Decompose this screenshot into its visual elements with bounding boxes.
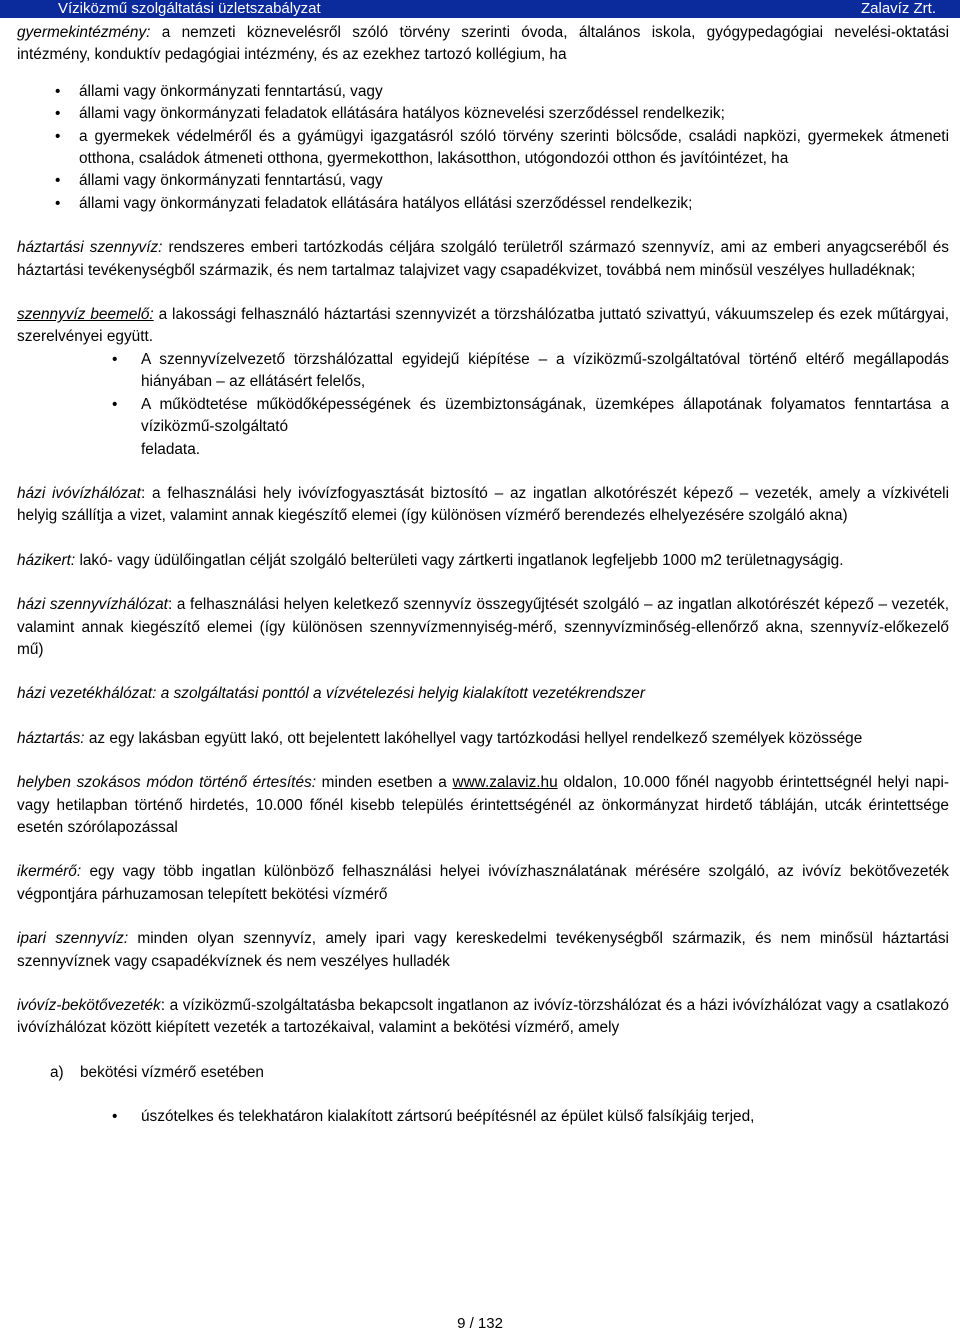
- definition-text: egy vagy több ingatlan különböző felhasználási helyei ivóvízhasználatának mérésére szolgáló, az ivóvíz bekötővezeték végpontjára párhuzamosan telepített bekötési vízmérő: [17, 863, 949, 903]
- definition-term: házi szennyvízhálózat: [17, 596, 168, 614]
- definition-term: házi ivóvízhálózat: [17, 484, 141, 502]
- page-number: 9 / 132: [457, 1315, 503, 1332]
- definition-helyben-szokasos: helyben szokásos módon történő értesítés: minden esetben a www.zalaviz.hu oldalon, 10.000 főnél nagyobb érintettségnél helyi napi- vagy hetilapban történő hirdetés, 10.000 főnél kisebb település érintettségénél az önkormányzat hirdető tábláján, utcák érintettsége esetén szórólapozással: [17, 774, 949, 836]
- list-continuation: feladata.: [141, 440, 201, 458]
- bullet-icon: •: [55, 172, 61, 190]
- definition-ipari-szennyviz: [17, 928, 949, 973]
- list-item: • állami vagy önkormányzati fenntartású, vagy: [17, 170, 949, 192]
- definition-term: házikert:: [17, 551, 76, 569]
- list-item: • állami vagy önkormányzati feladatok ellátására hatályos köznevelési szerződéssel rendelkezik;: [17, 103, 949, 125]
- list-item: • A szennyvízelvezető törzshálózattal egyidejű kiépítése – a víziközmű-szolgáltatóval történő eltérő megállapodás hiányában – az ellátásért felelős,: [112, 350, 949, 391]
- bullet-icon: •: [55, 82, 61, 100]
- definition-gyermekintezmeny: [17, 22, 949, 67]
- definition-term: háztartás:: [17, 729, 85, 747]
- bullet-icon: •: [112, 1108, 118, 1126]
- bullet-icon: •: [55, 194, 61, 212]
- definition-term: gyermekintézmény:: [17, 24, 151, 41]
- definition-haztartas: [17, 728, 949, 750]
- bullet-icon: •: [112, 395, 118, 413]
- definition-ikermero: [17, 861, 949, 906]
- definition-term: ikermérő:: [17, 863, 82, 881]
- list-item: • A működtetése működőképességének és üzembiztonságának, üzemképes állapotának folyamatos fenntartása a víziközmű-szolgáltató: [112, 395, 949, 436]
- definition-text: a szolgáltatási ponttól a vízvételezési helyig kialakított vezetékrendszer: [156, 685, 645, 703]
- definition-ivoviz-bekotovezetek: [17, 995, 949, 1040]
- definition-term: háztartási szennyvíz:: [17, 239, 163, 257]
- bullet-icon: •: [55, 105, 61, 123]
- lettered-item: [17, 1062, 949, 1084]
- definition-text: : a víziközmű-szolgáltatásba bekapcsolt ingatlanon az ivóvíz-törzshálózat és a házi ivóvízhálózat vagy a csatlakozó ivóvízhálózat között kiépített vezeték a tartozékaival, valamint a bekötési vízmérő, amely: [17, 997, 949, 1037]
- zalaviz-link[interactable]: www.zalaviz.hu: [452, 774, 558, 792]
- definition-text: minden olyan szennyvíz, amely ipari vagy kereskedelmi tevékenységből származik, és nem minősül háztartási szennyvíznek vagy csapadékvíznek és nem veszélyes hulladék: [17, 930, 949, 970]
- definition-hazi-ivovizhalozat: [17, 483, 949, 528]
- definition-term: ivóvíz-bekötővezeték: [17, 997, 161, 1014]
- bullet-icon: •: [112, 350, 118, 368]
- item-label: a): [50, 1063, 64, 1081]
- definition-haztartasi-szennyviz: [17, 237, 949, 282]
- definition-text: a lakossági felhasználó háztartási szennyvizét a törzshálózatba juttató szivattyú, vákuumszelep és ezek műtárgyai, szerelvényei együtt.: [17, 306, 949, 346]
- definition-text: : a felhasználási hely ivóvízfogyasztását biztosító – az ingatlan alkotórészét képező – vezeték, amely a vízkivételi helyig szállítja a vizet, valamint annak kiegészítő elemei (így különösen vízmérő berendezés elhelyezésére szolgáló akna): [17, 484, 949, 525]
- definition-szennyviz-beemelo: [17, 304, 949, 349]
- definition-term: szennyvíz beemelő:: [17, 306, 154, 324]
- list-item: • a gyermekek védelméről és a gyámügyi igazgatásról szóló törvény szerinti bölcsőde, családi napközi, gyermekek átmeneti otthona, családok átmeneti otthona, gyermekotthon, lakásotthon, utógondozói otthon és javítóintézet, ha: [55, 127, 949, 168]
- list-item: • állami vagy önkormányzati fenntartású, vagy: [17, 81, 949, 103]
- definition-hazikert: [17, 550, 949, 572]
- document-body: [17, 22, 949, 1129]
- header-title: Víziközmű szolgáltatási üzletszabályzat: [58, 0, 321, 17]
- definition-hazi-szennyvizhalozat: [17, 594, 949, 661]
- bullet-list: [17, 349, 949, 439]
- definition-text: rendszeres emberi tartózkodás céljára szolgáló területről származó szennyvíz, ami az emberi anyagcseréből és háztartási tevékenységből származik, és nem tartalmaz talajvizet vagy csapadékvizet, továbbá nem minősül veszélyes hulladéknak;: [17, 239, 949, 279]
- header-company: Zalavíz Zrt.: [860, 0, 936, 17]
- definition-hazi-vezetekhalozat: [17, 683, 949, 705]
- list-item: • állami vagy önkormányzati feladatok ellátására hatályos ellátási szerződéssel rendelkezik;: [17, 193, 949, 215]
- bullet-list: [17, 1106, 949, 1128]
- definition-term: helyben szokásos módon történő értesítés:: [17, 774, 316, 792]
- bullet-list: [17, 81, 949, 215]
- definition-text: lakó- vagy üdülőingatlan célját szolgáló belterületi vagy zártkerti ingatlanok legfeljebb 1000 m2 területnagyságig.: [75, 551, 844, 569]
- definition-text: az egy lakásban együtt lakó, ott bejelentett lakóhellyel vagy tartózkodási hellyel rendelkező személyek közössége: [84, 729, 863, 747]
- definition-text: : a felhasználási helyen keletkező szennyvíz összegyűjtését szolgáló – az ingatlan alkotórészét képező – vezeték, valamint annak kiegészítő elemei (így különösen szennyvízmennyiség-mérő, szennyvízminőség-ellenőrző akna, szennyvíz-előkezelő mű): [17, 596, 949, 658]
- definition-term: ipari szennyvíz:: [17, 930, 129, 948]
- page-header: [0, 0, 960, 18]
- list-item: • úszótelkes és telekhatáron kialakított zártsorú beépítésnél az épület külső falsíkjáig terjed,: [17, 1106, 949, 1128]
- item-text: bekötési vízmérő esetében: [80, 1063, 264, 1081]
- definition-text: a nemzeti köznevelésről szóló törvény szerinti óvoda, általános iskola, gyógypedagógiai nevelési-oktatási intézmény, konduktív pedagógiai intézmény, és az ezekhez tartozó kollégium, ha: [17, 24, 949, 64]
- definition-term: házi vezetékhálózat:: [17, 685, 157, 703]
- bullet-icon: •: [55, 127, 61, 145]
